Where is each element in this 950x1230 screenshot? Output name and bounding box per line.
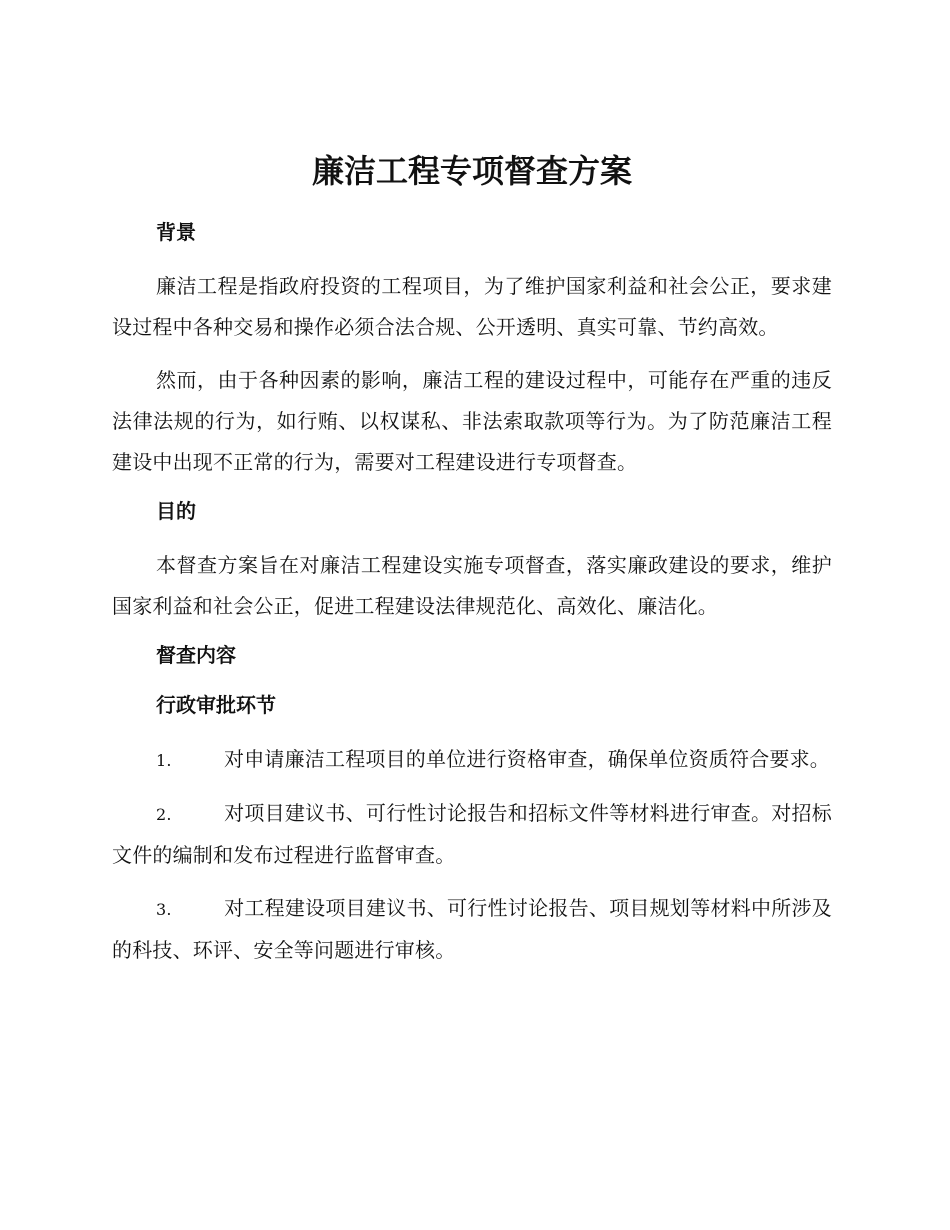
list-item-text: 对申请廉洁工程项目的单位进行资格审查，确保单位资质符合要求。 — [224, 747, 830, 771]
subsection-heading-admin-approval: 行政审批环节 — [156, 693, 276, 717]
list-item — [112, 793, 832, 876]
paragraph: 廉洁工程是指政府投资的工程项目，为了维护国家利益和社会公正，要求建设过程中各种交易和操作必须合法合规、公开透明、真实可靠、节约高效。 — [112, 274, 832, 339]
list-item-number: 3. — [156, 900, 172, 919]
list-item-text: 对项目建议书、可行性讨论报告和招标文件等材料进行审查。对招标文件的编制和发布过程进行监督审查。 — [112, 801, 832, 867]
list-item — [112, 739, 832, 781]
paragraph: 然而，由于各种因素的影响，廉洁工程的建设过程中，可能存在严重的违反法律法规的行为，如行贿、以权谋私、非法索取款项等行为。为了防范廉洁工程建设中出现不正常的行为，需要对工程建设进行专项督查。 — [112, 368, 832, 474]
paragraph: 本督查方案旨在对廉洁工程建设实施专项督查，落实廉政建设的要求，维护国家利益和社会公正，促进工程建设法律规范化、高效化、廉洁化。 — [112, 553, 832, 618]
list-item-number: 2. — [156, 805, 172, 824]
list-item — [112, 888, 832, 971]
section-heading-purpose: 目的 — [156, 499, 196, 523]
section-heading-content: 督查内容 — [156, 643, 236, 667]
document-page — [112, 140, 832, 983]
list-item-text: 对工程建设项目建议书、可行性讨论报告、项目规划等材料中所涉及的科技、环评、安全等问题进行审核。 — [112, 896, 832, 962]
list-item-number: 1. — [156, 751, 172, 770]
section-heading-background: 背景 — [156, 220, 196, 244]
document-title: 廉洁工程专项督查方案 — [311, 152, 632, 190]
